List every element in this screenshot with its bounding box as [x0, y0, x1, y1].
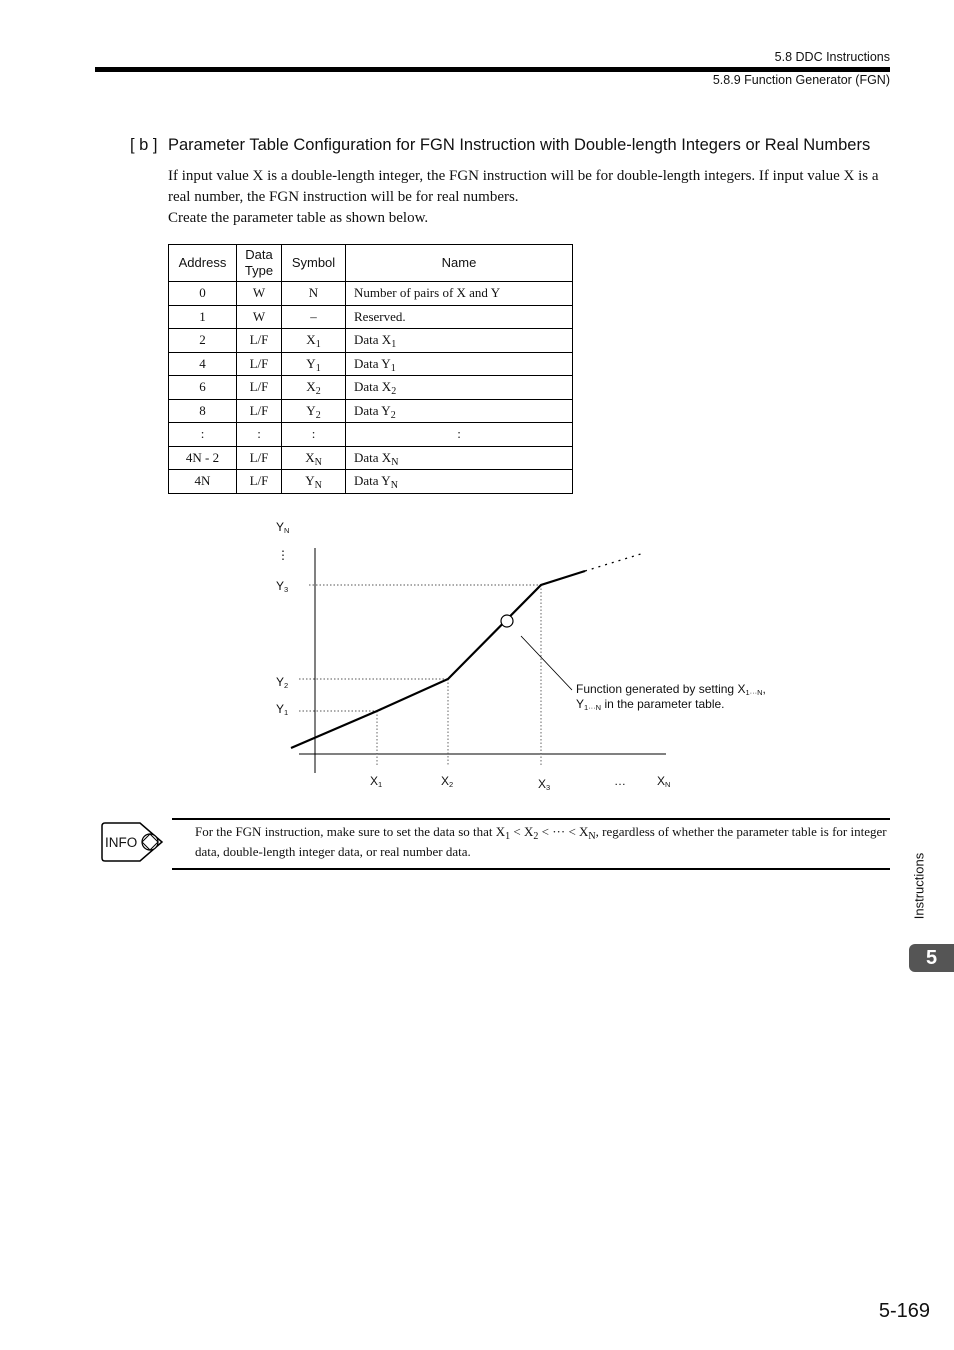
info-text: For the FGN instruction, make sure to set the data so that $X_1 < X_2$ < ··· < $X_N$, regardless of whether the parameter table is for integer data, double-length integer data, or real number data.: [195, 824, 887, 859]
y-label-1: Y1: [276, 702, 289, 717]
cell-symbol: N: [282, 282, 346, 306]
cell-address: 4N: [169, 470, 237, 494]
cell-symbol: $Y_2$: [282, 399, 346, 423]
y-dots: ⋮: [277, 548, 289, 562]
annotation-line-2: Y1···N in the parameter table.: [576, 697, 725, 712]
cell-type: L/F: [237, 329, 282, 353]
col-header-data-type: Data Type: [237, 245, 282, 282]
cell-symbol: $Y_N$: [282, 470, 346, 494]
x-label-2: X2: [441, 774, 454, 789]
y-label-2: Y2: [276, 675, 289, 690]
annotation-leader: [521, 636, 572, 690]
section-title-text: Parameter Table Configuration for FGN Instruction with Double-length Integers or Real Numbers: [168, 136, 871, 154]
cell-name: Data $X_N$: [346, 446, 573, 470]
x-dots: …: [614, 774, 626, 788]
info-rule-bottom: [172, 868, 890, 870]
cell-name: Reserved.: [346, 305, 573, 329]
cell-name: Data $Y_1$: [346, 352, 573, 376]
cell-name: Data $Y_2$: [346, 399, 573, 423]
info-rule-top: [172, 818, 890, 820]
cell-address: 6: [169, 376, 237, 400]
cell-type: L/F: [237, 352, 282, 376]
x-label-3: X3: [538, 777, 551, 792]
cell-address: 1: [169, 305, 237, 329]
cell-symbol: –: [282, 305, 346, 329]
header-subsection: 5.8.9 Function Generator (FGN): [712, 73, 890, 87]
cell-symbol: $Y_1$: [282, 352, 346, 376]
cell-name: Data $Y_N$: [346, 470, 573, 494]
y-label-n: YN: [276, 520, 290, 535]
curve-continuation: [585, 553, 644, 571]
cell-address: :: [169, 423, 237, 447]
cell-name: Number of pairs of X and Y: [346, 282, 573, 306]
chapter-tab[interactable]: 5: [909, 944, 954, 972]
cell-type: L/F: [237, 446, 282, 470]
info-icon: [100, 822, 164, 862]
cell-symbol: :: [282, 423, 346, 447]
cell-type: W: [237, 282, 282, 306]
annotation-line-1: Function generated by setting X1···N,: [576, 682, 766, 697]
cell-type: :: [237, 423, 282, 447]
cell-address: 2: [169, 329, 237, 353]
intro-line-1: If input value X is a double-length integer, the FGN instruction will be for double-length integers. If input value X is a real number, the FGN instruction will be for real numbers.: [168, 168, 879, 205]
cell-name: Data $X_2$: [346, 376, 573, 400]
cell-symbol: $X_N$: [282, 446, 346, 470]
cell-address: 0: [169, 282, 237, 306]
x-label-1: X1: [370, 774, 383, 789]
cell-symbol: $X_1$: [282, 329, 346, 353]
guide-lines: [299, 585, 541, 766]
header-section: 5.8 DDC Instructions: [774, 50, 890, 64]
cell-address: 4: [169, 352, 237, 376]
cell-address: 4N - 2: [169, 446, 237, 470]
cell-type: L/F: [237, 470, 282, 494]
page-number: 5-169: [878, 1300, 930, 1322]
cell-type: L/F: [237, 376, 282, 400]
y-label-3: Y3: [276, 579, 289, 594]
section-marker: [ b ]: [130, 136, 158, 154]
annotation-marker: [501, 615, 513, 627]
intro-line-2: Create the parameter table as shown below.: [168, 210, 429, 226]
cell-symbol: $X_2$: [282, 376, 346, 400]
col-header-address: Address: [169, 245, 237, 282]
cell-name: :: [346, 423, 573, 447]
info-icon-label: INFO: [105, 835, 138, 850]
x-label-n: XN: [657, 774, 671, 789]
col-header-name: Name: [346, 245, 573, 282]
cell-address: 8: [169, 399, 237, 423]
cell-type: L/F: [237, 399, 282, 423]
cell-type: W: [237, 305, 282, 329]
col-header-symbol: Symbol: [282, 245, 346, 282]
chapter-side-label: Instructions: [911, 852, 927, 920]
cell-name: Data $X_1$: [346, 329, 573, 353]
